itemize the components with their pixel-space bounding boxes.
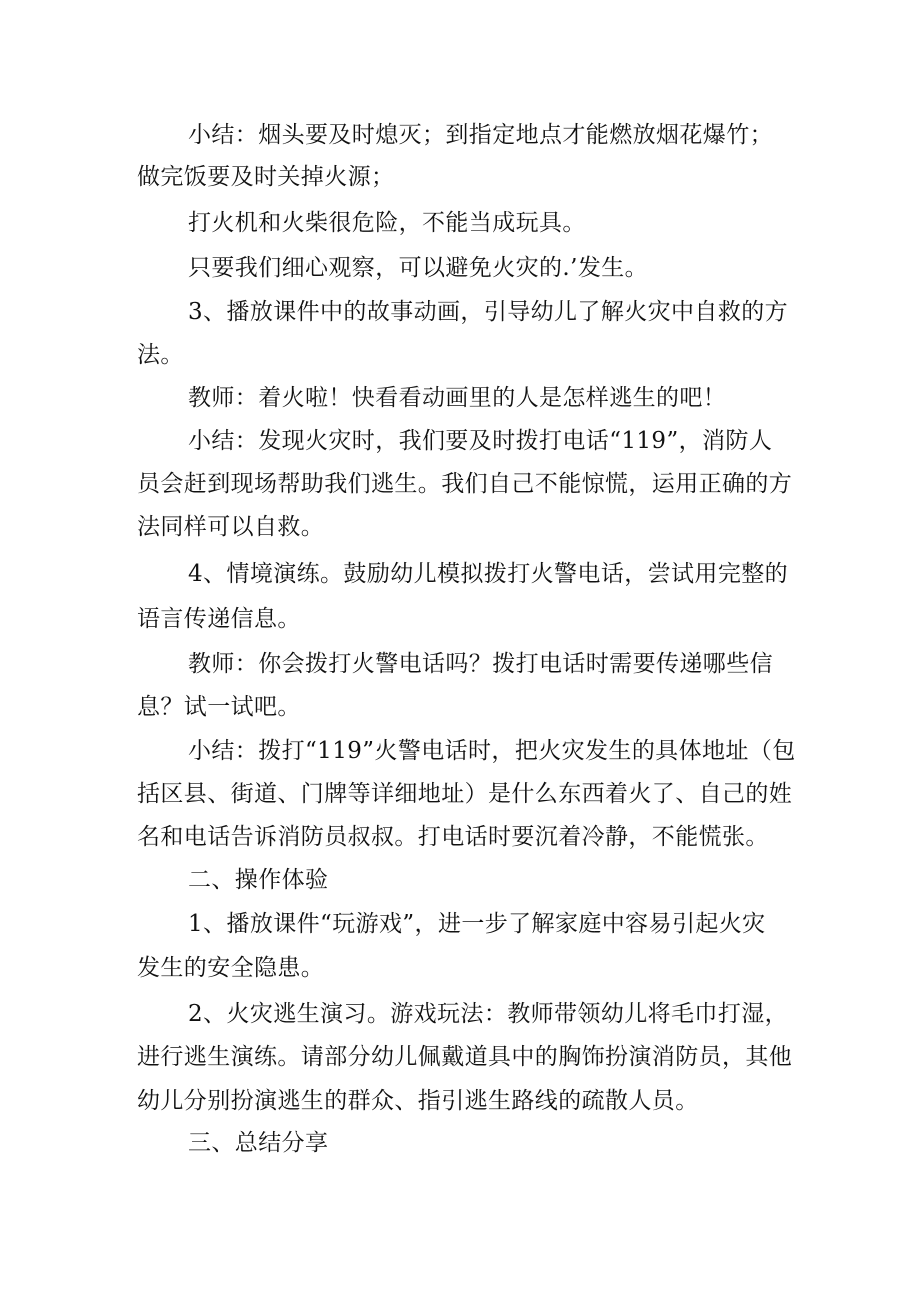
text-line: 教师：你会拨打火警电话吗？拨打电话时需要传递哪些信 bbox=[188, 651, 773, 677]
text-line: 做完饭要及时关掉火源； bbox=[137, 164, 395, 190]
text-line: 发生的安全隐患。 bbox=[137, 955, 325, 981]
text-line: 1、播放课件“玩游戏”，进一步了解家庭中容易引起火灾 bbox=[188, 911, 766, 937]
text-line: 只要我们细心观察，可以避免火灾的.’发生。 bbox=[188, 255, 649, 281]
text-line: 2、火灾逃生演习。游戏玩法：教师带领幼儿将毛巾打湿， bbox=[188, 1001, 789, 1027]
text-line: 息？试一试吧。 bbox=[137, 694, 301, 720]
section-heading: 三、总结分享 bbox=[188, 1130, 329, 1156]
text-line: 教师：着火啦！快看看动画里的人是怎样逃生的吧！ bbox=[188, 385, 727, 411]
text-line: 打火机和火柴很危险，不能当成玩具。 bbox=[188, 210, 586, 236]
text-line: 小结：烟头要及时熄灭；到指定地点才能燃放烟花爆竹； bbox=[188, 122, 773, 148]
text-line: 法。 bbox=[137, 342, 184, 368]
text-line: 小结：拨打“119”火警电话时，把火灾发生的具体地址（包 bbox=[188, 738, 796, 764]
text-line: 4、情境演练。鼓励幼儿模拟拨打火警电话，尝试用完整的 bbox=[188, 561, 789, 587]
text-line: 幼儿分别扮演逃生的群众、指引逃生路线的疏散人员。 bbox=[137, 1088, 699, 1114]
text-line: 员会赶到现场帮助我们逃生。我们自己不能惊慌，运用正确的方 bbox=[137, 471, 793, 497]
text-line: 括区县、街道、门牌等详细地址）是什么东西着火了、自己的姓 bbox=[137, 781, 793, 807]
text-line: 进行逃生演练。请部分幼儿佩戴道具中的胸饰扮演消防员，其他 bbox=[137, 1044, 793, 1070]
text-line: 语言传递信息。 bbox=[137, 606, 301, 632]
text-line: 3、播放课件中的故事动画，引导幼儿了解火灾中自救的方 bbox=[188, 299, 789, 325]
text-line: 名和电话告诉消防员叔叔。打电话时要沉着冷静，不能慌张。 bbox=[137, 824, 769, 850]
text-line: 小结：发现火灾时，我们要及时拨打电话“119”，消防人 bbox=[188, 428, 773, 454]
section-heading: 二、操作体验 bbox=[188, 867, 329, 893]
text-line: 法同样可以自救。 bbox=[137, 514, 325, 540]
